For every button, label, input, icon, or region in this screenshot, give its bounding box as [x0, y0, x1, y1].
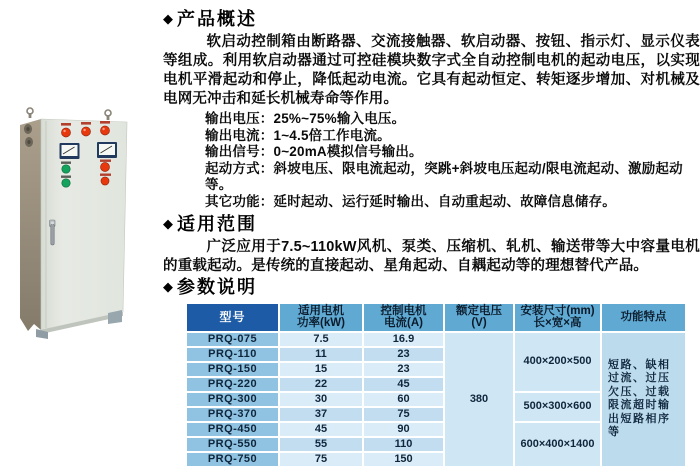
size-cell-1: 400×200×500 — [514, 332, 601, 392]
power-cell: 75 — [279, 452, 363, 467]
power-cell: 30 — [279, 392, 363, 407]
label-mark — [61, 162, 71, 164]
power-cell: 15 — [279, 362, 363, 377]
spec-output-signal: 输出信号：0~20mA模拟信号输出。 — [205, 144, 423, 160]
current-cell: 75 — [363, 407, 444, 422]
current-cell: 45 — [363, 377, 444, 392]
current-cell: 90 — [363, 422, 444, 437]
current-cell: 23 — [363, 362, 444, 377]
current-cell: 150 — [363, 452, 444, 467]
current-cell: 60 — [363, 392, 444, 407]
indicator-light-red-5 — [101, 177, 109, 185]
col-header-size: 安装尺寸(mm) 长×宽×高 — [514, 303, 601, 332]
model-cell: PRQ-150 — [186, 362, 279, 377]
power-cell: 55 — [279, 437, 363, 452]
col-header-power: 适用电机 功率(kW) — [279, 303, 363, 332]
overview-paragraph: 软启动控制箱由断路器、交流接触器、软启动器、按钮、指示灯、显示仪表等组成。利用软启动器通过可控硅模块数字式全自动控制电机的起动电压，以实现电机平滑起动和停止，降低起动电流。它具有起动恒定、转矩逐步增加、对机械及电网无冲击和延长机械寿命等作用。 — [163, 34, 700, 107]
col-header-features: 功能特点 — [601, 303, 686, 332]
section-title-application — [163, 214, 700, 235]
indicator-light-red-4 — [101, 163, 110, 172]
parameters-title-text: 参数说明 — [177, 276, 257, 297]
overview-title-text: 产品概述 — [177, 9, 257, 29]
spec-output-voltage: 输出电压：25%~75%输入电压。 — [205, 111, 406, 126]
model-cell: PRQ-370 — [186, 407, 279, 422]
label-mark — [61, 176, 71, 178]
voltage-cell: 380 — [444, 332, 514, 467]
size-cell-3: 600×400×1400 — [514, 422, 601, 467]
col-header-model: 型号 — [186, 303, 279, 332]
content-column — [163, 0, 700, 468]
model-cell: PRQ-750 — [186, 452, 279, 467]
analog-meter-left — [60, 143, 80, 159]
label-mark — [100, 174, 111, 176]
diamond-icon: ◆ — [163, 278, 173, 294]
spec-other-functions: 其它功能：延时起动、运行延时输出、自动重起动、故障信息储存。 — [205, 193, 616, 209]
features-cell: 短路、缺相过流、过压欠压、过载限流超时输出短路相序等 — [601, 332, 686, 467]
model-cell: PRQ-550 — [186, 437, 279, 452]
analog-meter-right — [97, 142, 117, 158]
power-cell: 45 — [279, 422, 363, 437]
cabinet-side-panel — [20, 119, 41, 331]
power-cell: 7.5 — [279, 332, 363, 347]
table-header-row — [186, 303, 686, 332]
indicator-light-green-1 — [62, 165, 70, 173]
diamond-icon: ◆ — [163, 11, 173, 26]
model-cell: PRQ-300 — [186, 392, 279, 407]
col-header-current: 控制电机 电流(A) — [363, 303, 444, 332]
section-title-overview — [163, 9, 700, 30]
indicator-light-green-2 — [62, 179, 70, 187]
spec-list — [205, 111, 700, 211]
eye-bolt-icon — [27, 108, 111, 120]
parameters-table — [185, 302, 687, 468]
diamond-icon: ◆ — [163, 215, 173, 231]
power-cell: 22 — [279, 377, 363, 392]
current-cell: 23 — [363, 347, 444, 362]
model-cell: PRQ-110 — [186, 347, 279, 362]
model-cell: PRQ-450 — [186, 422, 279, 437]
current-cell: 16.9 — [363, 332, 444, 347]
model-cell: PRQ-220 — [186, 377, 279, 392]
label-mark — [100, 160, 111, 162]
current-cell: 110 — [363, 437, 444, 452]
table-row — [186, 332, 686, 347]
spec-start-mode: 起动方式：斜坡电压、限电流起动，突跳+斜坡电压起动/限电流起动、激励起动等。 — [205, 160, 683, 193]
model-cell: PRQ-075 — [186, 332, 279, 347]
cabinet-photo — [0, 80, 160, 433]
application-paragraph: 广泛应用于7.5~110kW风机、泵类、压缩机、轧机、输送带等大中容量电机的重载起动。是传统的直接起动、星角起动、自耦起动等的理想替代产品。 — [163, 238, 700, 274]
spec-output-current: 输出电流：1~4.5倍工作电流。 — [205, 127, 391, 143]
col-header-voltage: 额定电压 (V) — [444, 303, 514, 332]
cabinet-image — [0, 80, 160, 433]
application-title-text: 适用范围 — [177, 213, 257, 234]
power-cell: 11 — [279, 347, 363, 362]
size-cell-2: 500×300×600 — [514, 392, 601, 422]
power-cell: 37 — [279, 407, 363, 422]
section-title-parameters — [163, 277, 700, 298]
